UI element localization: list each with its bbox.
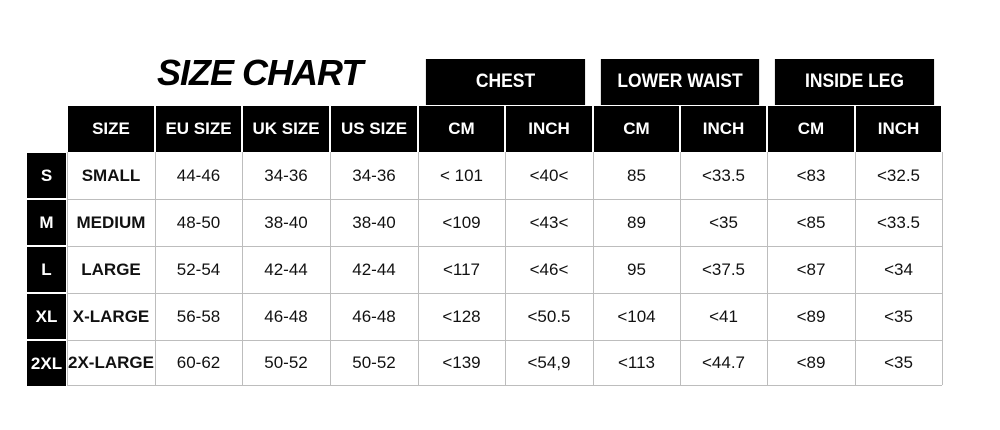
table-cell: 42-44 xyxy=(352,260,396,279)
table-cell: 44-46 xyxy=(176,166,221,185)
column-header: US SIZE xyxy=(331,106,417,152)
table-cell: <34 xyxy=(884,260,913,279)
table-cell: 46-48 xyxy=(264,307,308,326)
column-header: EU SIZE xyxy=(156,106,241,152)
table-cell: 52-54 xyxy=(176,260,221,279)
grid-line xyxy=(155,152,156,385)
grid-line xyxy=(330,152,331,385)
table-cell: <139 xyxy=(442,353,481,372)
table-cell: <35 xyxy=(884,353,913,372)
row-label: XL xyxy=(27,294,66,339)
page-title: SIZE CHART xyxy=(157,52,363,93)
grid-line xyxy=(67,340,942,341)
grid-line xyxy=(418,152,419,385)
table-cell: X-LARGE xyxy=(72,307,150,326)
table-cell: LARGE xyxy=(81,260,141,279)
table-cell: <117 xyxy=(442,260,481,279)
table-cell: 95 xyxy=(627,260,646,279)
table-cell: <33.5 xyxy=(701,166,745,185)
table-cell: <43< xyxy=(529,213,569,232)
table-cell: <104 xyxy=(617,307,656,326)
table-cell: 50-52 xyxy=(352,353,396,372)
grid-line xyxy=(242,152,243,385)
grid-line xyxy=(67,152,68,385)
column-header: CM xyxy=(768,106,854,152)
column-header: INCH xyxy=(856,106,941,152)
table-cell: <128 xyxy=(442,307,481,326)
column-header: INCH xyxy=(681,106,766,152)
table-cell: <109 xyxy=(442,213,481,232)
grid-line xyxy=(855,152,856,385)
table-cell: <46< xyxy=(529,260,569,279)
table-cell: <85 xyxy=(796,213,826,232)
grid-line xyxy=(67,246,942,247)
group-header: CHEST xyxy=(426,59,585,105)
table-cell: <87 xyxy=(796,260,826,279)
grid-line xyxy=(593,152,594,385)
row-label: 2XL xyxy=(27,341,66,386)
table-cell: <89 xyxy=(796,307,826,326)
table-cell: 2X-LARGE xyxy=(68,353,154,372)
column-header: SIZE xyxy=(68,106,154,152)
table-cell: SMALL xyxy=(81,166,141,185)
table-cell: <83 xyxy=(796,166,826,185)
table-cell: <40< xyxy=(529,166,569,185)
grid-line xyxy=(767,152,768,385)
row-label: S xyxy=(27,153,66,198)
grid-line xyxy=(67,293,942,294)
table-cell: < 101 xyxy=(439,166,483,185)
table-cell: 34-36 xyxy=(352,166,396,185)
grid-line xyxy=(680,152,681,385)
grid-line xyxy=(67,385,942,386)
group-header: LOWER WAIST xyxy=(601,59,759,105)
table-cell: MEDIUM xyxy=(76,213,146,232)
table-cell: <44.7 xyxy=(701,353,745,372)
table-cell: 50-52 xyxy=(264,353,308,372)
column-header: CM xyxy=(594,106,679,152)
table-cell: 42-44 xyxy=(264,260,308,279)
column-header: UK SIZE xyxy=(243,106,329,152)
table-cell: <89 xyxy=(796,353,826,372)
table-cell: 38-40 xyxy=(352,213,396,232)
table-cell: 85 xyxy=(627,166,646,185)
table-cell: <50.5 xyxy=(527,307,571,326)
table-cell: 56-58 xyxy=(176,307,221,326)
table-cell: 89 xyxy=(627,213,646,232)
grid-line xyxy=(67,199,942,200)
row-label: L xyxy=(27,247,66,292)
grid-line xyxy=(942,152,943,385)
row-label: M xyxy=(27,200,66,245)
table-cell: <37.5 xyxy=(701,260,745,279)
table-cell: 48-50 xyxy=(176,213,221,232)
table-cell: <113 xyxy=(617,353,656,372)
table-cell: 38-40 xyxy=(264,213,308,232)
table-cell: <33.5 xyxy=(876,213,920,232)
table-cell: <32.5 xyxy=(876,166,920,185)
table-cell: 60-62 xyxy=(176,353,221,372)
grid-line xyxy=(505,152,506,385)
table-cell: <41 xyxy=(709,307,738,326)
table-cell: 46-48 xyxy=(352,307,396,326)
table-cell: <35 xyxy=(884,307,913,326)
table-cell: <54,9 xyxy=(527,353,571,372)
group-header: INSIDE LEG xyxy=(775,59,934,105)
column-header: INCH xyxy=(506,106,592,152)
column-header: CM xyxy=(419,106,504,152)
table-cell: 34-36 xyxy=(264,166,308,185)
table-cell: <35 xyxy=(709,213,738,232)
